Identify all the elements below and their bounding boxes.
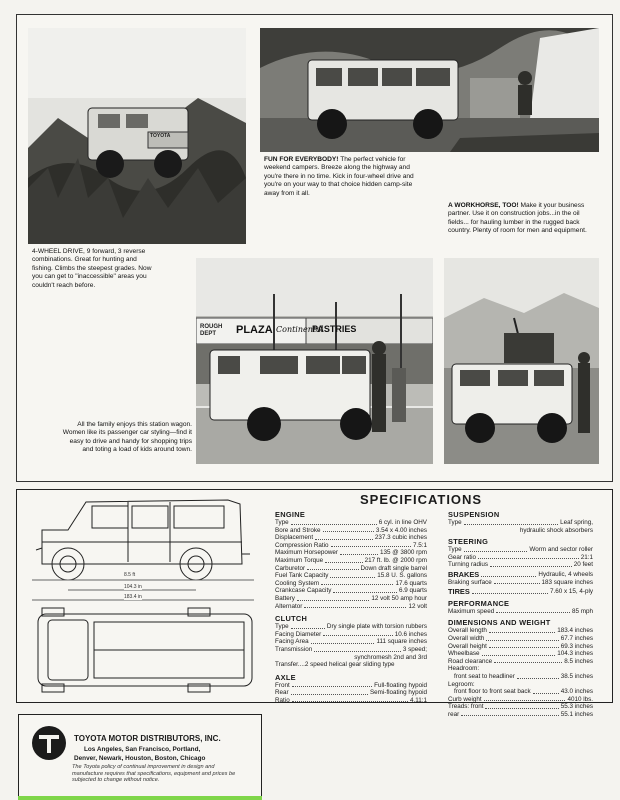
- spec-value: 183.4 inches: [557, 627, 593, 635]
- spec-value: 12 volt: [408, 602, 427, 610]
- spec-value: 183 square inches: [541, 578, 593, 586]
- spec-label: front seat to headliner: [454, 672, 515, 680]
- tires-line: TIRES 7.60 x 15, 4-ply: [448, 587, 593, 597]
- spec-value: 69.3 inches: [560, 642, 593, 650]
- policy-note: The Toyota policy of continual improvement in design and manufacture requires that specifications, equipment and prices be subjected to change without notice.: [72, 764, 236, 784]
- spec-row: [448, 658, 593, 666]
- axle-heading: AXLE: [275, 672, 296, 682]
- spec-value: 55.1 inches: [560, 710, 593, 718]
- t-logo-icon: [32, 726, 66, 760]
- spec-label: Type: [448, 519, 462, 526]
- spec-label: Compression Ratio: [275, 541, 329, 549]
- spec-row: [448, 703, 593, 711]
- specs-col-1: [275, 507, 427, 704]
- spec-value: Leaf spring,: [560, 519, 593, 526]
- spec-value: Semi-floating hypoid: [369, 689, 427, 697]
- photo-camping: [260, 28, 599, 152]
- performance-rows: [448, 608, 593, 616]
- spec-value: 4.11:1: [409, 696, 427, 704]
- spec-value: 43.0 inches: [560, 688, 593, 696]
- spec-value: 217 ft. lb. @ 2000 rpm: [364, 556, 427, 564]
- dimensions-rows: [448, 627, 593, 665]
- spec-row: [275, 682, 427, 690]
- store-sign-continental: Continental: [276, 325, 324, 334]
- weight-rows: [448, 696, 593, 719]
- spec-label: Transmission: [275, 645, 313, 653]
- spec-row: [275, 519, 427, 527]
- spec-label: Braking surface: [448, 578, 492, 586]
- spec-value: 38.5 inches: [560, 672, 593, 680]
- spec-label: Type: [448, 546, 462, 554]
- spec-value: 104.3 inches: [557, 650, 593, 658]
- brakes-rows: [448, 579, 593, 587]
- spec-value: 237.3 cubic inches: [374, 534, 427, 542]
- specs-col-2: [448, 507, 593, 718]
- spec-value: 67.7 inches: [560, 634, 593, 642]
- spec-row: [275, 638, 427, 646]
- spec-row: [275, 595, 427, 603]
- spec-value: 21:1: [580, 553, 593, 561]
- spec-label: Carburetor: [275, 564, 306, 572]
- spec-row: [448, 696, 593, 704]
- spec-label: rear: [448, 710, 460, 718]
- spec-value: Full-floating hypoid: [374, 681, 427, 689]
- photo-shopping: [196, 258, 433, 464]
- store-sign-plaza: PLAZA: [236, 324, 273, 336]
- spec-row: [448, 627, 593, 635]
- spec-label: front floor to front seat back: [454, 688, 531, 696]
- axle-rows: [275, 682, 427, 705]
- spec-value: 85 mph: [571, 607, 593, 615]
- spec-row: [275, 572, 427, 580]
- spec-row: [448, 546, 593, 554]
- spec-row: [275, 557, 427, 565]
- spec-row: [448, 519, 593, 527]
- spec-value: 111 square inches: [376, 638, 427, 646]
- spec-value: 17.6 quarts: [395, 579, 427, 587]
- spec-label: Overall length: [448, 627, 487, 635]
- spec-label: Turning radius: [448, 561, 489, 569]
- spec-label: Ratio: [275, 696, 290, 704]
- spec-value: 7.5:1: [412, 541, 427, 549]
- store-sign-drug: ROUGH DEPT: [200, 324, 223, 337]
- spec-label: Crankcase Capacity: [275, 587, 332, 595]
- spec-row: [448, 635, 593, 643]
- clutch-rows: [275, 623, 427, 653]
- caption-4wd: 4-WHEEL DRIVE, 9 forward, 3 reverse combinations. Great for hunting and fishing. Climbs the steepest grades. Now you can get to "inaccessible" areas you couldn't reach before.: [32, 248, 152, 289]
- photo-4wd-brush: [28, 28, 246, 244]
- spec-row: [448, 688, 593, 696]
- vehicle-drawings: [28, 496, 262, 696]
- spec-value: 6 cyl. in line OHV: [378, 519, 427, 526]
- spec-label: Wheelbase: [448, 650, 480, 658]
- cities-line-2: Denver, Newark, Houston, Boston, Chicago: [74, 755, 206, 762]
- spec-row: [448, 643, 593, 651]
- toyota-t-logo: [32, 726, 66, 760]
- spec-label: Battery: [275, 594, 295, 602]
- transmission-note: synchromesh 2nd and 3rd: [354, 653, 427, 661]
- spec-label: Maximum Torque: [275, 556, 324, 564]
- spec-label: Type: [275, 623, 289, 631]
- spec-row: [448, 711, 593, 719]
- spec-label: Overall width: [448, 634, 485, 642]
- spec-value: Dry single plate with torsion rubbers: [326, 623, 427, 631]
- spec-row: [448, 673, 593, 681]
- spec-value: 55.3 inches: [560, 703, 593, 711]
- spec-row: [275, 587, 427, 595]
- headroom-label: Headroom:: [448, 665, 480, 673]
- spec-value: 15.8 U. S. gallons: [377, 572, 427, 580]
- steering-heading: STEERING: [448, 537, 489, 547]
- spec-row: [448, 579, 593, 587]
- spec-row: [448, 561, 593, 569]
- spec-label: Rear: [275, 689, 289, 697]
- spec-value: 6.9 quarts: [398, 587, 427, 595]
- caption-workhorse: A WORKHORSE, TOO! Make it your business partner. Use it on construction jobs...in the oil fields... for hauling lumber in the rugged back country. Plenty of room for men and equipment.: [448, 202, 587, 235]
- spec-row: [275, 646, 427, 654]
- spec-value: 3.54 x 4.00 inches: [375, 526, 427, 534]
- cities-line-1: Los Angeles, San Francisco, Portland,: [84, 746, 201, 753]
- dim-wheelbase: 104.3 in: [124, 584, 142, 590]
- spec-label: Maximum speed: [448, 607, 495, 615]
- headroom-rows: [448, 673, 593, 681]
- dim-length: 8.5 ft: [124, 572, 136, 578]
- spec-row: [448, 608, 593, 616]
- spec-label: Overall height: [448, 642, 487, 650]
- footer-accent-bar: [18, 796, 262, 800]
- spec-row: [275, 565, 427, 573]
- company-name: TOYOTA MOTOR DISTRIBUTORS, INC.: [74, 734, 221, 743]
- spec-label: Facing Diameter: [275, 630, 322, 638]
- spec-value: 135 @ 3800 rpm: [380, 549, 427, 557]
- spec-label: Fuel Tank Capacity: [275, 572, 329, 580]
- spec-value: Worm and sector roller: [529, 546, 593, 554]
- spec-value: 8.5 inches: [564, 657, 593, 665]
- transfer-line: Transfer....2 speed helical gear sliding type: [275, 661, 395, 669]
- dimensions-heading: DIMENSIONS AND WEIGHT: [448, 618, 551, 628]
- spec-row: [275, 689, 427, 697]
- steering-rows: [448, 546, 593, 569]
- spec-row: [275, 631, 427, 639]
- photo-construction: [444, 258, 599, 464]
- spec-label: Maximum Horsepower: [275, 549, 338, 557]
- spec-value: 10.6 inches: [394, 630, 427, 638]
- spec-row: [448, 554, 593, 562]
- suspension-rows: [448, 519, 593, 527]
- spec-label: Curb weight: [448, 695, 482, 703]
- clutch-heading: CLUTCH: [275, 614, 308, 624]
- spec-label: Facing Area: [275, 638, 309, 646]
- spec-value: 12 volt 50 amp hour: [371, 594, 427, 602]
- spec-label: Gear ratio: [448, 553, 476, 561]
- badge-text: TOYOTA: [150, 133, 171, 139]
- spec-label: Cooling System: [275, 579, 320, 587]
- spec-label: Treads: front: [448, 703, 484, 711]
- spec-row: [275, 623, 427, 631]
- spec-label: Alternator: [275, 602, 303, 610]
- spec-label: Front: [275, 681, 290, 689]
- caption-fun: FUN FOR EVERYBODY! The perfect vehicle for weekend campers. Breeze along the highway and you're there in no time. Kick in four-wheel drive and you're on your way to that choice hidden camp-site away from it all.: [264, 156, 414, 197]
- spec-value: 4010 lbs.: [567, 695, 593, 703]
- spec-label: Type: [275, 519, 289, 526]
- engine-heading: ENGINE: [275, 510, 306, 519]
- spec-row: [275, 534, 427, 542]
- performance-heading: PERFORMANCE: [448, 598, 510, 608]
- spec-value: 3 speed;: [402, 645, 427, 653]
- spec-row: [275, 542, 427, 550]
- legroom-rows: [448, 688, 593, 696]
- spec-label: Bore and Stroke: [275, 526, 321, 534]
- spec-value: Down draft single barrel: [360, 564, 427, 572]
- spec-row: [275, 603, 427, 611]
- specs-title: SPECIFICATIONS: [360, 492, 483, 507]
- spec-row: [275, 549, 427, 557]
- spec-label: Road clearance: [448, 657, 493, 665]
- caption-family: All the family enjoys this station wagon. Women like its passenger car styling—find it easy to drive and handy for shopping trips and toting a load of kids around town.: [62, 421, 192, 454]
- vehicle-line-drawing: [28, 496, 262, 696]
- spec-row: [275, 580, 427, 588]
- spec-row: [275, 527, 427, 535]
- brakes-line: BRAKES Hydraulic, 4 wheels: [448, 569, 593, 579]
- legroom-label: Legroom:: [448, 680, 475, 688]
- suspension-note: hydraulic shock absorbers: [519, 526, 593, 534]
- dim-overall: 183.4 in: [124, 594, 142, 600]
- engine-rows: [275, 519, 427, 610]
- spec-row: [275, 697, 427, 705]
- spec-label: Displacement: [275, 534, 314, 542]
- spec-row: [448, 650, 593, 658]
- spec-value: 20 feet: [573, 561, 593, 569]
- store-sign-pastries: PASTRIES: [312, 324, 357, 334]
- suspension-heading: SUSPENSION: [448, 510, 500, 519]
